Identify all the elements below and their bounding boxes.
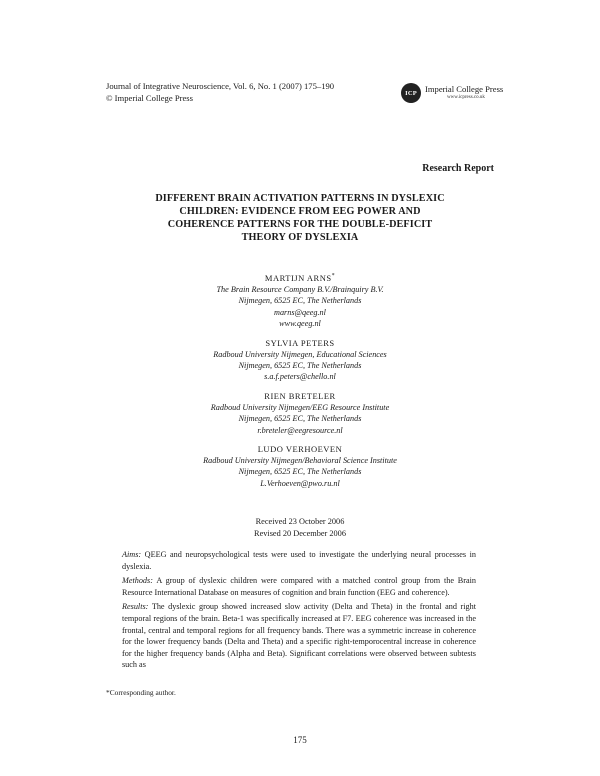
author-address: Nijmegen, 6525 EC, The Netherlands — [238, 361, 362, 371]
author-email: r.breteler@eegresource.nl — [257, 425, 343, 435]
revised-date: Revised 20 December 2006 — [254, 528, 346, 538]
footnote: *Corresponding author. — [106, 688, 176, 697]
author-email: s.a.f.peters@chello.nl — [264, 372, 336, 382]
abstract-section-label: Aims: — [122, 550, 142, 559]
author-affiliation: Radboud University Nijmegen/Behavioral Science Institute — [203, 456, 397, 466]
publisher-url: www.icpress.co.uk — [447, 95, 485, 100]
journal-citation — [106, 80, 334, 104]
author-block — [100, 390, 500, 436]
icp-logo-icon: ICP — [401, 83, 421, 103]
abstract-section-text: A group of dyslexic children were compared with a matched control group from the Brain Resource International Database on measures of cognition and brain function (EEG and coherence). — [122, 576, 476, 597]
author-email: marns@qeeg.nl — [274, 307, 326, 317]
author-affiliation: Radboud University Nijmegen, Educational Sciences — [213, 349, 387, 359]
abstract-aims — [122, 549, 476, 572]
received-dates — [100, 516, 500, 540]
author-name: LUDO VERHOEVEN — [257, 444, 343, 455]
author-block — [100, 272, 500, 330]
publisher-name: Imperial College Press — [425, 84, 504, 94]
abstract — [122, 549, 476, 674]
title-line: DIFFERENT BRAIN ACTIVATION PATTERNS IN DYSLEXIC — [155, 193, 445, 204]
corresponding-author-marker: * — [331, 273, 336, 280]
abstract-section-text: The dyslexic group showed increased slow activity (Delta and Theta) in the frontal and right temporal regions of the brain. Beta-1 was specifically increased at F7. EEG coherence was increased in the frontal, central and temporal regions for all frequency bands. There was a symmetric increase in coherence for the lower frequency bands (Delta and Theta) and a specific right-temporocentral increase in coherence for the higher frequency bands (Alpha and Beta). Significant correlations were observed between subtests such as — [122, 602, 476, 670]
title-line: CHILDREN: EVIDENCE FROM EEG POWER AND — [179, 206, 421, 217]
author-block — [100, 337, 500, 383]
author-block — [100, 443, 500, 489]
author-affiliation: The Brain Resource Company B.V./Brainquiry B.V. — [216, 285, 384, 294]
abstract-section-label: Results: — [122, 602, 149, 612]
author-address: Nijmegen, 6525 EC, The Netherlands — [238, 467, 362, 477]
abstract-methods — [122, 575, 476, 598]
abstract-results — [122, 601, 476, 671]
abstract-section-label: Methods: — [122, 576, 153, 586]
abstract-section-text: QEEG and neuropsychological tests were used to investigate the underlying neural processes in dyslexia. — [122, 550, 476, 571]
report-type: Research Report — [422, 163, 494, 174]
author-name: SYLVIA PETERS — [265, 337, 335, 348]
paper-title — [100, 192, 500, 244]
author-website: www.qeeg.nl — [279, 319, 321, 329]
author-name: MARTIJN ARNS — [264, 273, 332, 283]
title-line: THEORY OF DYSLEXIA — [241, 232, 359, 243]
title-line: COHERENCE PATTERNS FOR THE DOUBLE-DEFICIT — [167, 219, 433, 230]
author-list — [100, 272, 500, 496]
author-name: RIEN BRETELER — [264, 390, 336, 401]
author-address: Nijmegen, 6525 EC, The Netherlands — [238, 414, 362, 424]
author-address: Nijmegen, 6525 EC, The Netherlands — [238, 296, 362, 306]
publisher-logo — [401, 83, 511, 105]
author-email: L.Verhoeven@pwo.ru.nl — [260, 478, 340, 488]
copyright-line: © Imperial College Press — [106, 93, 193, 103]
page-number: 175 — [293, 735, 307, 745]
journal-citation-line: Journal of Integrative Neuroscience, Vol. 6, No. 1 (2007) 175–190 — [106, 81, 335, 91]
received-date: Received 23 October 2006 — [255, 517, 345, 526]
author-affiliation: Radboud University Nijmegen/EEG Resource Institute — [210, 402, 390, 412]
